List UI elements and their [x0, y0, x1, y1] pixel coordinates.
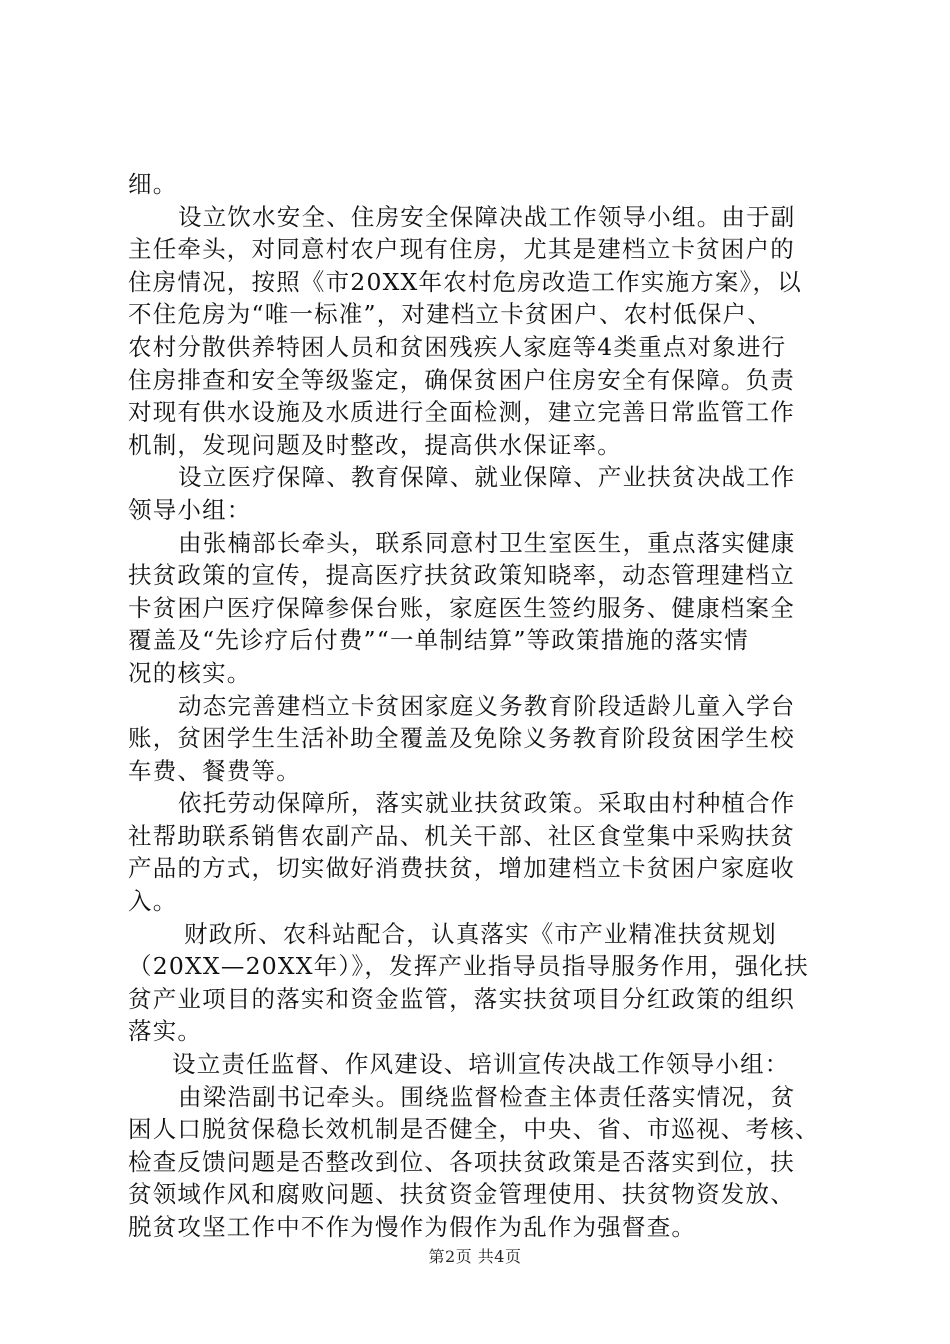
- page-footer: 第2页 共4页: [428, 1247, 522, 1266]
- text-line: 由梁浩副书记牵头。围绕监督检查主体责任落实情况，贫: [178, 1082, 796, 1111]
- text-line: 动态完善建档立卡贫困家庭义务教育阶段适龄儿童入学台: [178, 691, 796, 720]
- text-line: 住房情况，按照《市20XX年农村危房改造工作实施方案》，以: [128, 267, 802, 296]
- text-line: 细。: [128, 170, 178, 198]
- text-line: 卡贫困户医疗保障参保台账，家庭医生签约服务、健康档案全: [128, 593, 795, 622]
- text-line: （20XX—20XX年）》，发挥产业指导员指导服务作用，强化扶: [128, 952, 809, 981]
- document-body: [128, 168, 828, 1244]
- text-line: 设立医疗保障、教育保障、就业保障、产业扶贫决战工作: [178, 463, 796, 492]
- text-line: 落实。: [128, 1017, 203, 1046]
- text-line: 由张楠部长牵头，联系同意村卫生室医生，重点落实健康: [178, 528, 796, 557]
- text-line: 领导小组：: [128, 495, 252, 524]
- text-line: 检查反馈问题是否整改到位、各项扶贫政策是否落实到位，扶: [128, 1147, 795, 1176]
- text-line: 贫领域作风和腐败问题、扶贫资金管理使用、扶贫物资发放、: [128, 1180, 795, 1209]
- text-line: 车费、餐费等。: [128, 756, 301, 785]
- text-line: 主任牵头，对同意村农户现有住房，尤其是建档立卡贫困户的: [128, 235, 795, 264]
- text-line: 入。: [128, 887, 178, 916]
- text-line: 设立责任监督、作风建设、培训宣传决战工作领导小组：: [172, 1050, 790, 1079]
- text-line: 覆盖及“先诊疗后付费”“一单制结算”等政策措施的落实情: [128, 626, 749, 655]
- text-line: 贫产业项目的落实和资金监管，落实扶贫项目分红政策的组织: [128, 984, 795, 1013]
- text-line: 住房排查和安全等级鉴定，确保贫困户住房安全有保障。负责: [128, 365, 795, 394]
- text-line: 账，贫困学生生活补助全覆盖及免除义务教育阶段贫困学生校: [128, 724, 795, 753]
- text-line: 机制，发现问题及时整改，提高供水保证率。: [128, 430, 622, 459]
- text-line: 社帮助联系销售农副产品、机关干部、社区食堂集中采购扶贫: [128, 821, 795, 850]
- text-line: 困人口脱贫保稳长效机制是否健全，中央、省、市巡视、考核、: [128, 1115, 820, 1144]
- text-line: 不住危房为“唯一标准”，对建档立卡贫困户、农村低保户、: [128, 300, 772, 329]
- text-line: 扶贫政策的宣传，提高医疗扶贫政策知晓率，动态管理建档立: [128, 561, 795, 590]
- text-line: 产品的方式，切实做好消费扶贫，增加建档立卡贫困户家庭收: [128, 854, 795, 883]
- text-line: 财政所、农科站配合，认真落实《市产业精准扶贫规划: [184, 919, 777, 948]
- text-line: 依托劳动保障所，落实就业扶贫政策。采取由村种植合作: [178, 789, 796, 818]
- text-line: 农村分散供养特困人员和贫困残疾人家庭等4类重点对象进行: [128, 332, 787, 361]
- text-line: 对现有供水设施及水质进行全面检测，建立完善日常监管工作: [128, 398, 795, 427]
- text-line: 设立饮水安全、住房安全保障决战工作领导小组。由于副: [178, 202, 796, 231]
- text-line: 脱贫攻坚工作中不作为慢作为假作为乱作为强督查。: [128, 1213, 697, 1241]
- text-line: 况的核实。: [128, 658, 252, 687]
